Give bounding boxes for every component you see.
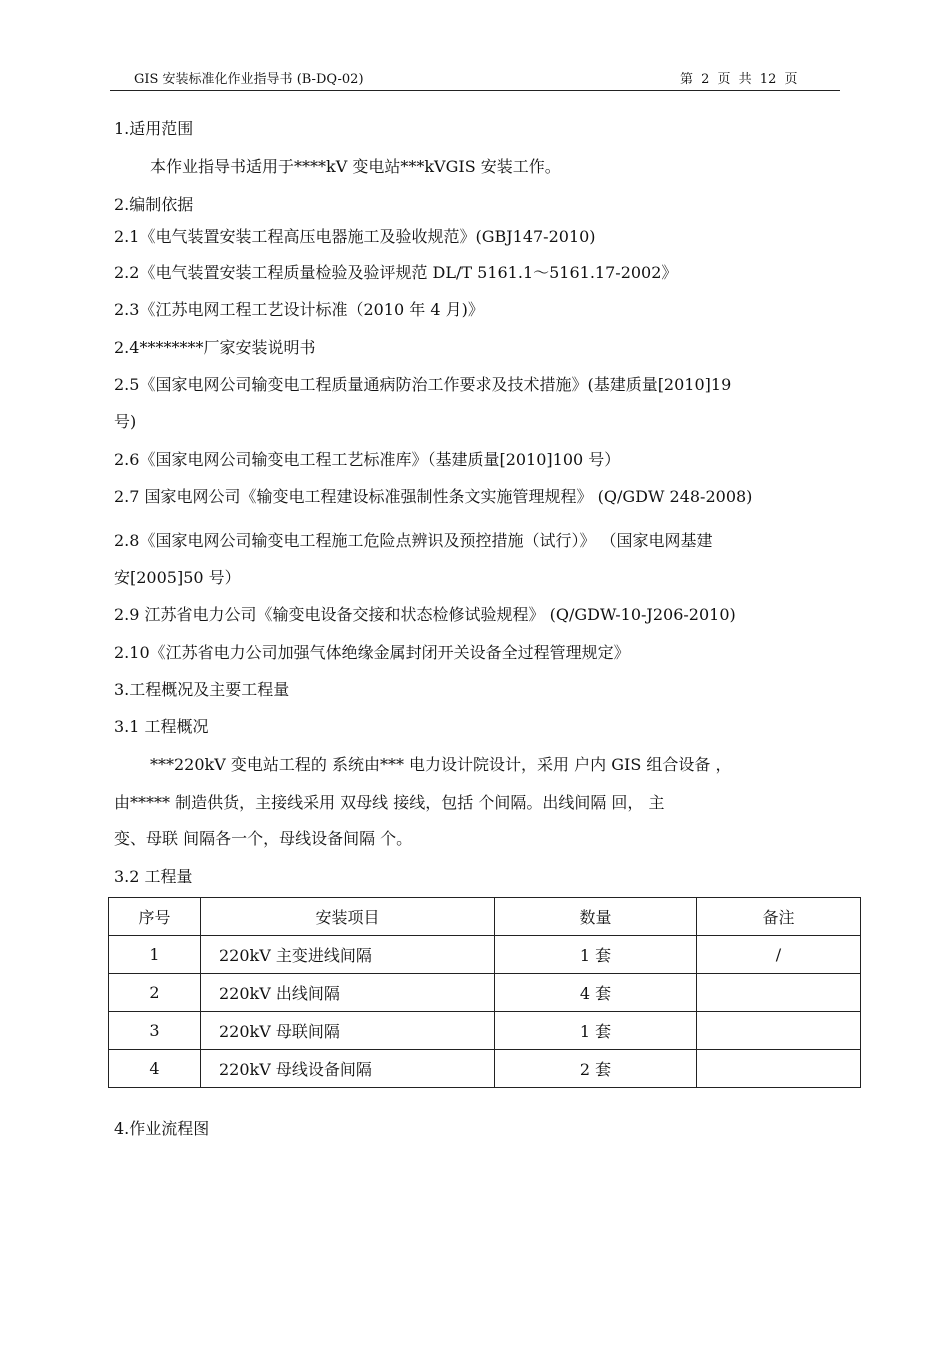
cell-item: 220kV 出线间隔 (201, 974, 495, 1012)
ref-2-5-line1: 2.5《国家电网公司输变电工程质量通病防治工作要求及技术措施》(基建质量[2010]19 (114, 375, 732, 394)
cell-quantity: 1 套 (495, 1012, 697, 1050)
overview-line-2: 由***** 制造供货，主接线采用 双母线 接线，包括 个间隔。出线间隔 回， 主 (114, 793, 665, 812)
section-3-title: 3.工程概况及主要工程量 (114, 680, 290, 699)
section-2-title: 2.编制依据 (114, 195, 194, 214)
ref-2-8-line2: 安[2005]50 号） (114, 568, 241, 587)
cell-item: 220kV 母联间隔 (201, 1012, 495, 1050)
cell-quantity: 1 套 (495, 936, 697, 974)
cell-remarks (697, 974, 861, 1012)
page-header (110, 70, 840, 91)
cell-index: 1 (109, 936, 201, 974)
ref-2-9: 2.9 江苏省电力公司《输变电设备交接和状态检修试验规程》 (Q/GDW-10-J206-2010) (114, 605, 736, 624)
ref-2-4: 2.4********厂家安装说明书 (114, 338, 316, 357)
ref-2-7: 2.7 国家电网公司《输变电工程建设标准强制性条文实施管理规程》 (Q/GDW 248-2008) (114, 487, 753, 506)
table-header-row (109, 898, 861, 936)
table-row (109, 1012, 861, 1050)
section-1-body: 本作业指导书适用于****kV 变电站***kVGIS 安装工作。 (150, 157, 561, 176)
quantity-table (108, 897, 861, 1088)
overview-line-3: 变、母联 间隔各一个，母线设备间隔 个。 (114, 829, 413, 848)
ref-2-10: 2.10《江苏省电力公司加强气体绝缘金属封闭开关设备全过程管理规定》 (114, 643, 630, 662)
section-3-2-title: 3.2 工程量 (114, 867, 193, 886)
cell-remarks (697, 1012, 861, 1050)
ref-2-8-line1: 2.8《国家电网公司输变电工程施工危险点辨识及预控措施（试行）》 （国家电网基建 (114, 531, 713, 550)
overview-line-1: ***220kV 变电站工程的 系统由*** 电力设计院设计，采用 户内 GIS 组合设备 ， (150, 755, 732, 774)
ref-2-1: 2.1《电气装置安装工程高压电器施工及验收规范》(GBJ147-2010) (114, 227, 596, 246)
cell-index: 4 (109, 1050, 201, 1088)
col-header-index: 序号 (109, 898, 201, 936)
table-row (109, 936, 861, 974)
ref-2-6: 2.6《国家电网公司输变电工程工艺标准库》（基建质量[2010]100 号） (114, 450, 621, 469)
cell-index: 2 (109, 974, 201, 1012)
section-4-title: 4.作业流程图 (114, 1119, 210, 1138)
section-3-1-title: 3.1 工程概况 (114, 717, 209, 736)
cell-remarks (697, 1050, 861, 1088)
header-doc-title: GIS 安装标准化作业指导书 (B-DQ-02) (134, 72, 364, 87)
cell-item: 220kV 母线设备间隔 (201, 1050, 495, 1088)
section-1-title: 1.适用范围 (114, 119, 194, 138)
cell-quantity: 4 套 (495, 974, 697, 1012)
col-header-remarks: 备注 (697, 898, 861, 936)
col-header-item: 安装项目 (201, 898, 495, 936)
cell-item: 220kV 主变进线间隔 (201, 936, 495, 974)
table-row (109, 1050, 861, 1088)
col-header-quantity: 数量 (495, 898, 697, 936)
header-page-info: 第 2 页 共 12 页 (680, 72, 798, 87)
ref-2-5-line2: 号) (114, 412, 137, 431)
ref-2-2: 2.2《电气装置安装工程质量检验及验评规范 DL/T 5161.1～5161.17-2002》 (114, 263, 678, 282)
cell-quantity: 2 套 (495, 1050, 697, 1088)
ref-2-3: 2.3《江苏电网工程工艺设计标准（2010 年 4 月)》 (114, 300, 484, 319)
cell-index: 3 (109, 1012, 201, 1050)
cell-remarks: / (697, 936, 861, 974)
table-row (109, 974, 861, 1012)
